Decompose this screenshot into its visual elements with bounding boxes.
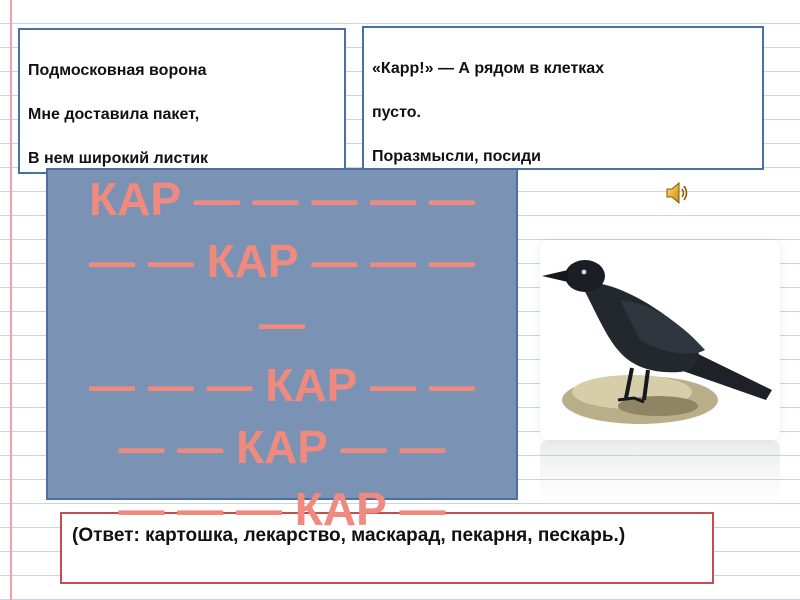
poem-right-box — [362, 26, 764, 170]
poem-right-line-3: Поразмысли, посиди — [372, 148, 541, 165]
poem-left-box — [18, 28, 346, 174]
speaker-icon[interactable] — [664, 180, 690, 206]
answer-box — [60, 512, 714, 584]
poem-right-line-1: «Карр!» — А рядом в клетках — [372, 60, 605, 77]
crow-image-card — [540, 240, 780, 440]
puzzle-line-3: — — [259, 297, 305, 349]
puzzle-line-4: — — — КАР — — — [89, 359, 475, 411]
puzzle-line-5: — — КАР — — — [118, 421, 446, 473]
puzzle-line-1: КАР — — — — — — [89, 173, 475, 225]
poem-left-line-1: Подмосковная ворона — [28, 62, 207, 79]
puzzle-panel — [46, 168, 518, 500]
crow-illustration — [540, 240, 780, 440]
poem-left-line-2: Мне доставила пакет, — [28, 106, 200, 123]
puzzle-line-2: — — КАР — — — — [89, 235, 475, 287]
answer-text: (Ответ: картошка, лекарство, маскарад, пекарня, пескарь.) — [72, 525, 626, 546]
puzzle-line-6: — — — КАР — — [118, 483, 446, 535]
poem-right-line-2: пусто. — [372, 104, 421, 121]
crow-reflection — [540, 440, 780, 500]
poem-left-line-3: В нем широкий листик — [28, 150, 209, 167]
